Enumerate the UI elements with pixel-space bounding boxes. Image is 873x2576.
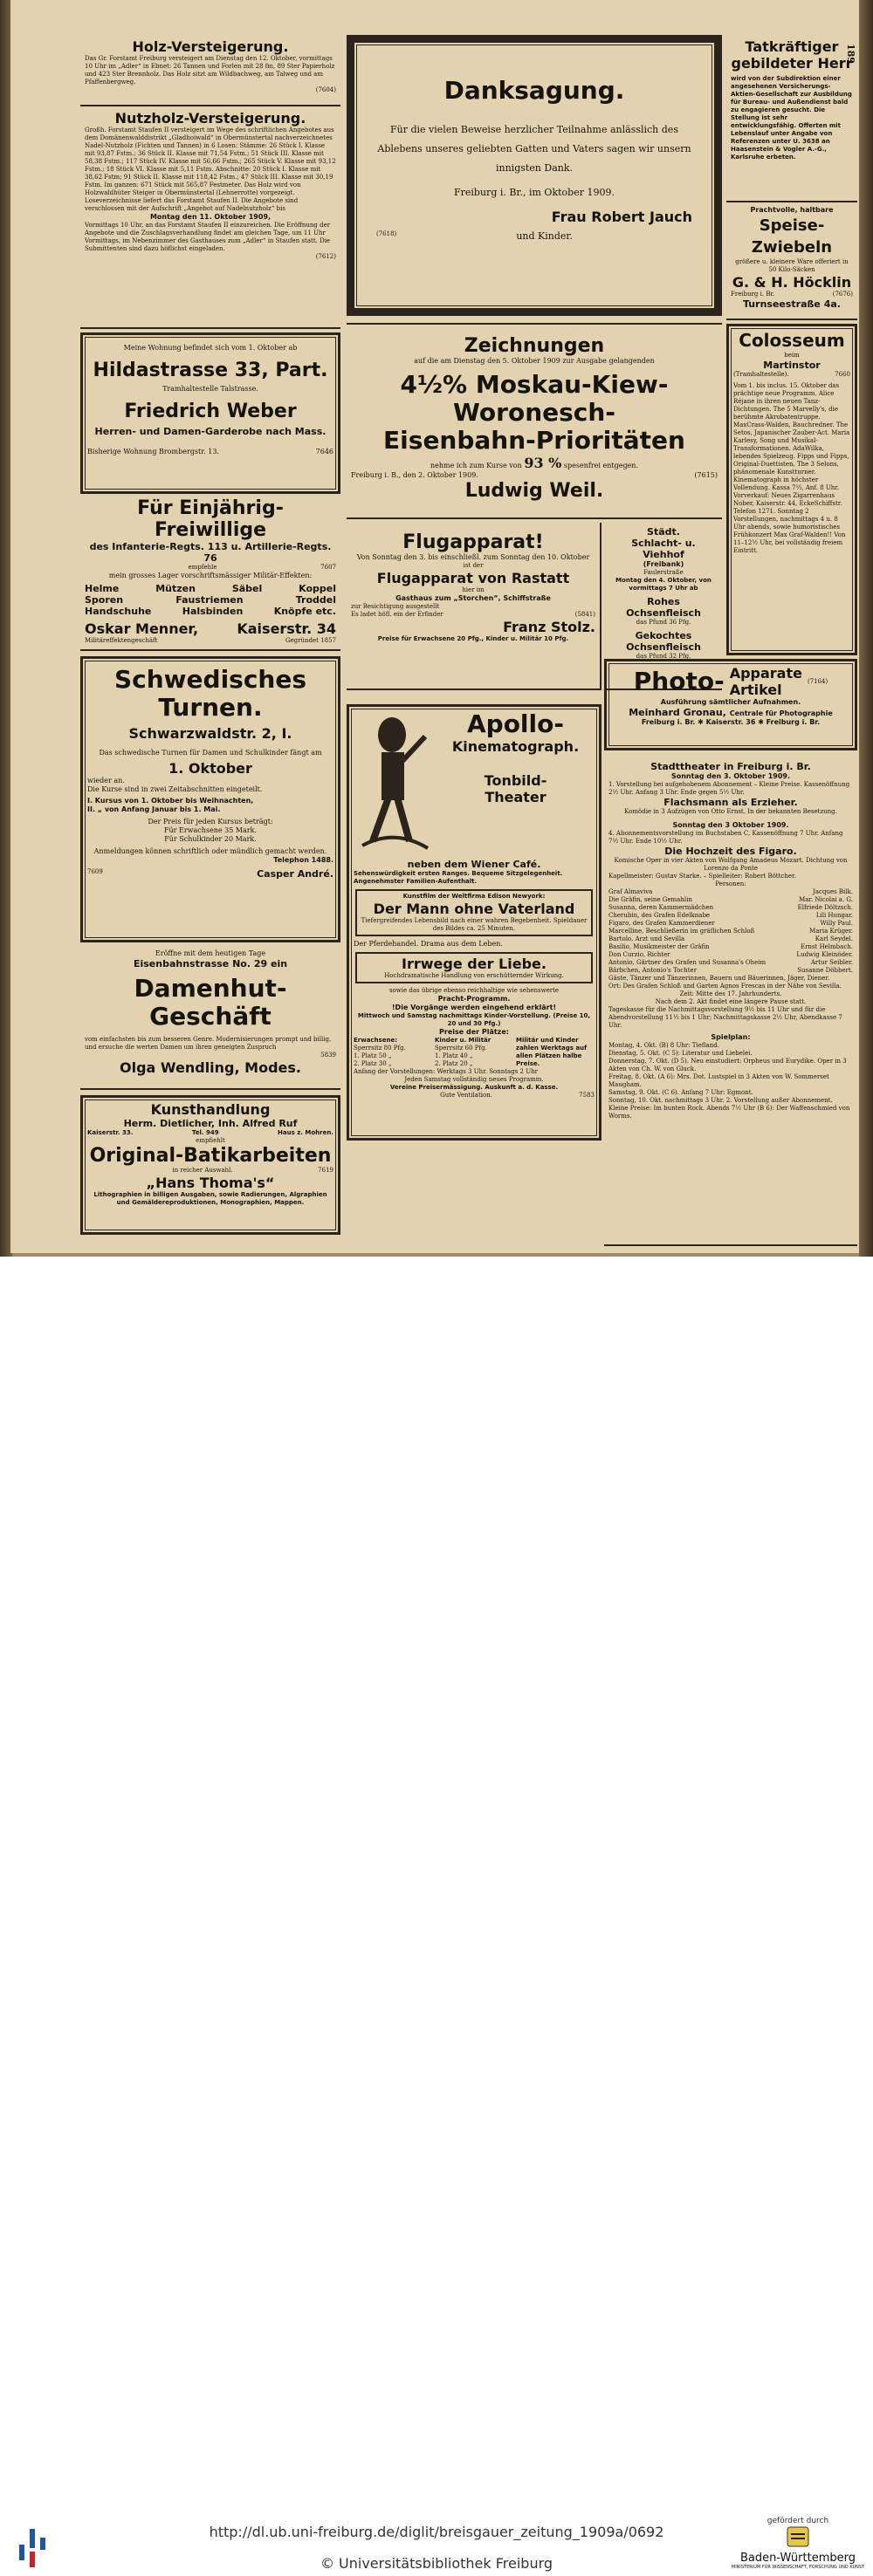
- cast-actor: Ernst Helmbach.: [800, 943, 853, 950]
- ad-bond-name-2: Eisenbahn-Prioritäten: [383, 426, 685, 455]
- ad-number: (7618): [376, 230, 397, 237]
- cast-actor: Maria Krüger.: [809, 928, 853, 935]
- cast-actor: Artur Seibler.: [810, 959, 853, 966]
- ad-title: Stadttheater in Freiburg i. Br.: [650, 761, 811, 772]
- ad-title: Für Einjährig-Freiwillige: [137, 497, 284, 541]
- item-row: Handschuhe Halsbinden Knöpfe etc.: [85, 606, 336, 617]
- cast-actor: Ludwig Kleinöder.: [796, 951, 853, 958]
- ad-number: 7583: [579, 1092, 595, 1099]
- ad-owner: Franz Stolz.: [503, 619, 595, 635]
- ad-stadttheater: Stadttheater in Freiburg i. Br. Sonntag den 3. Oktober 1909. 1. Vorstellung bei aufgehobenem Abonnement – Kleine Preise. Kassenöffnung 2½ Uhr. Anfang 3 Uhr. Ende gegen 5½ Uhr. Flachsmann als Erzieher. Komödie in 3 Aufzügen von Otto Ernst. In der bekannten Besetzung. Sonntag den 3 Oktober 1909. 4. Abonnementsvorstellung im Buchstaben C, Kassenöffnung 7 Uhr. Anfang 7½ Uhr. Ende 10½ Uhr. Die Hochzeit des Figaro. Komische Oper in vier Akten von Wolfgang Amadeus Mozart. Dichtung von Lorenzo da Ponte Kapellmeister: Gustav Starke. – Spielleiter: Robert Böttcher. Personen: Graf Almaviva Jacques Bilk. Die Gräfin, seine Gemahlin Mar. Nicolai a. G. Susanna, deren Kammermädchen Elfriede Döltzsch. Cherubin, des Grafen Edelknabe Lili Hungar. Figaro, des Grafen Kammerdiener Willy Paul. Marcelline, Beschließerin im gräflichen Schloß Maria Krüger. Bartolo, Arzt und Sevilla Karl Seydel. Basilio, Musikmeister der Gräfin Ernst Helmbach. Don Curzio, Richter Ludwig Kleinöder. Antonio, Gärtner des Grafen und Susanna's Oheim Artur Seibler. Bärbchen, Antonio's Tochter Susanne Döbbert. Gäste, Tänzer und Tänzerinnen, Bauern und Bäuerinnen, Jäger, Diener. Ort: Des Grafen Schloß und Garten Agnos Frescas in der Nähe von Sevilla. Zeit: Mitte des 17. Jahrhunderts. Nach dem 2. Akt findet eine längere Pause statt. Tageskasse für die Nachmittagsvorstellung 9½ bis 11 Uhr und für die Abendvorstellung 11½ bis 1 Uhr; Nachmittagskasse 2½ Uhr, Abendkasse 7 Uhr. Spielplan: Montag, 4. Okt. (B) 8 Uhr: Tiefland. Dienstag, 5. Okt. (C 5): Literatur und Liebelei. Donnerstag, 7. Okt. (D 5). Neu einstudiert: Orpheus und Eurydike. Oper in 3 Akten von Ch. W. von Gluck. Freitag, 8. Okt. (A 6): Mrs. Dot. Lustspiel in 3 Akten von W. Sommerset Maugham. Samstag, 9. Okt. (C 6). Anfang 7 Uhr: Egmont. Sonntag, 10. Okt. nachmittags 3 Uhr. 2. Vorstellung außer Abonnement. Kleine Preise: Im bunten Rock. Abends 7½ Uhr (B 6): Der Waffenschmied von Worms.: [604, 757, 857, 1246]
- ad-number: (7604): [315, 86, 336, 93]
- ad-title: Damenhut-Geschäft: [134, 974, 287, 1031]
- viewer-footer: [0, 1257, 873, 2572]
- scan-background: [0, 0, 873, 1257]
- ad-holz-versteigerung: [80, 35, 340, 106]
- spielplan-entry: Dienstag, 5. Okt. (C 5): Literatur und Liebelei.: [608, 1050, 753, 1057]
- book-edge-right: [859, 0, 873, 1257]
- column-right-top: [726, 35, 857, 655]
- ad-title: Kunsthandlung: [150, 1101, 271, 1118]
- clown-figure-illustration: [354, 710, 436, 859]
- ad-schlachthof: Städt. Schlacht- u. Viehhof (Freibank) Faulerstraße Montag den 4. Oktober, von vormittags 7 Uhr ab Rohes Ochsenfleisch das Pfund 36 Pfg. Gekochtes Ochsenfleisch das Pfund 32 Pfg.: [605, 523, 722, 690]
- ad-subtitle: Kinematograph.: [451, 738, 580, 755]
- ad-title: Schwedisches Turnen.: [113, 665, 307, 722]
- ad-title: Photo-: [633, 667, 725, 695]
- item-row: Sporen Faustriemen Troddel: [85, 594, 336, 606]
- ad-body: Vom 1. bis inclus. 15. Oktober das prächtige neue Programm. Alice Réjane in ihren neuen Tanz-Dichtungen. The 5 Marvelly's, die berühmte Akrobatentruppe. MaxCrass-Walden, Bauchredner. The Setos, Japanischer Zauber-Act. Maria Karlesy, Song und Musikal-Transformationen. AdaWilka, lebendes Spielzeug. Fipps und Fipps, Original-Duettisten. The 3 Selons, phänomenale Kunstturner. Kinematograph in höchster Vollendung. Kassa 7½, Anf. 8 Uhr. Vorverkauf: Neues Zigarrenhaus Nober, Kaiserstr. 44, EckeSchiffstr. Telefon 1271. Sonntag 2 Vorstellungen, nachmittags 4 u. 8 Uhr abends, sowie humoristisches Frühkonzert Max Graf-Walden!! Von 11–12½ Uhr, bei vollständig freiem Eintritt.: [733, 382, 850, 554]
- copyright-notice: © Universitätsbibliothek Freiburg: [320, 2555, 553, 2572]
- ad-damenhut-geschaeft: [80, 946, 340, 1090]
- ad-intro: Meine Wohnung befindet sich vom 1. Oktober ab: [123, 344, 298, 352]
- ad-main: Original-Batikarbeiten: [89, 1145, 332, 1167]
- spielplan-entry: Freitag, 8. Okt. (A 6): Mrs. Dot. Lustspiel in 3 Akten von W. Sommerset Maugham.: [608, 1073, 829, 1088]
- spielplan-entry: Donnerstag, 7. Okt. (D 5). Neu einstudiert: Orpheus und Eurydike. Oper in 3 Akten von Ch. W. von Gluck.: [608, 1058, 847, 1072]
- ad-danksagung: Danksagung. Für die vielen Beweise herzlicher Teilnahme anlässlich des Ablebens unseres geliebten Gatten und Vaters sagen wir unsern innigsten Dank. Freiburg i. Br., im Oktober 1909. Frau Robert Jauch (7618) und Kinder.: [347, 35, 722, 316]
- ad-intro: mein grosses Lager vorschriftsmässiger Militär-Effekten:: [108, 572, 313, 579]
- ad-number: 7607: [320, 564, 336, 571]
- ad-prices: Preise für Erwachsene 20 Pfg., Kinder u. Militär 10 Pfg.: [377, 635, 569, 642]
- ad-body: vom einfachsten bis zum besseren Genre. Modernisierungen prompt und billig, und ersuche die werten Damen um ihren geneigten Zuspruch: [85, 1036, 332, 1051]
- spielplan-entry: Sonntag, 10. Okt. nachmittags 3 Uhr. 2. Vorstellung außer Abonnement. Kleine Preise: Im bunten Rock. Abends 7½ Uhr (B 6): Der Waffenschmied von Worms.: [608, 1097, 850, 1120]
- cast-row: [608, 967, 853, 975]
- ad-address: Eisenbahnstrasse No. 29 ein: [133, 958, 288, 969]
- ad-kunsthandlung-ruf: Kunsthandlung Herm. Dietlicher, Inh. Alfred Ruf Kaiserstr. 33. Tel. 949 Haus z. Mohren. empfiehlt Original-Batikarbeiten in reicher Auswahl. 7619 „Hans Thoma's“ Lithographien in billigen Ausgaben, sowie Radierungen, Algraphien und Gemäldereproduktionen, Monographien, Mappen.: [80, 1095, 340, 1235]
- cast-role: Basilio, Musikmeister der Gräfin: [608, 943, 710, 950]
- ad-title-2: gebildeter Herr: [731, 55, 853, 72]
- ad-prev-address: Bisherige Wohnung Brombergstr. 13.: [87, 448, 219, 456]
- cast-role: Marcelline, Beschließerin im gräflichen Schloß: [608, 928, 755, 935]
- newspaper-page: [10, 0, 862, 1253]
- ad-number: 7646: [315, 448, 333, 456]
- cast-row: [608, 951, 853, 959]
- cast-role: Susanna, deren Kammermädchen: [608, 904, 714, 911]
- cast-actor: Susanne Döbbert.: [797, 967, 853, 974]
- ad-name: Herm. Dietlicher, Inh. Alfred Ruf: [123, 1118, 298, 1129]
- ad-title: Colosseum: [739, 330, 845, 351]
- ad-number: 7609: [87, 868, 103, 875]
- ad-name: Flugapparat von Rastatt: [376, 570, 570, 586]
- cast-row: [608, 943, 853, 951]
- ad-body-2: Vormittags 10 Uhr, an das Forstamt Staufen II einzureichen. Die Eröffnung der Angebote und die Zuschlagsverhandlung findet am gleichen Tage, um 11 Uhr Vormittags, im Nebenzimmer des Gasthauses zum „Adler“ in Staufen statt. Die Submittenten sind dazu höflichst eingeladen.: [85, 222, 331, 252]
- item-row: Helme Mützen Säbel Koppel: [85, 583, 336, 594]
- ad-friedrich-weber: [80, 332, 340, 494]
- cast-role: Antonio, Gärtner des Grafen und Susanna's Oheim: [608, 959, 766, 966]
- price-table: Erwachsene: Sperrsitz 80 Pfg. 1. Platz 50 „ 2. Platz 30 „ Kinder u. Militär Sperrsitz 60 Pfg. 1. Platz 40 „ 2. Platz 20 „ Militär und Kinder zahlen Werktags auf allen Plätzen halbe Preise.: [354, 1037, 588, 1067]
- cast-actor: Mar. Nicolai a. G.: [799, 896, 853, 903]
- cast-role: Bartolo, Arzt und Sevilla: [608, 935, 685, 942]
- ad-address: Schwarzwaldstr. 2, I.: [128, 725, 292, 742]
- ad-nutzholz-versteigerung: [80, 106, 340, 329]
- cast-list: [608, 888, 853, 975]
- ad-address: Kaiserstr. 34: [237, 620, 336, 637]
- ad-firm: Ludwig Weil.: [464, 480, 604, 502]
- cast-role: Graf Almaviva: [608, 888, 653, 895]
- cast-row: [608, 904, 853, 912]
- cast-actor: Karl Seydel.: [815, 935, 853, 942]
- ad-name: Olga Wendling, Modes.: [120, 1059, 301, 1076]
- ad-tram: Tramhaltestelle Talstrasse.: [162, 385, 258, 393]
- cast-row: [608, 888, 853, 896]
- ad-body: Großh. Forstamt Staufen II versteigert im Wege des schriftlichen Angebotes aus dem Domänenwalddistrikt „Gladhoiwald“ in Obermünstertal nachverzeichnetes Nadel-Nutzholz (Fichten und Tannen) in 6 Losen: Stämme: 26 Stück I. Klasse mit 93,87 Fstm.; 36 Stück II. Klasse mit 71,54 Fstm.; 51 Stück III. Klasse mit 58,38 Fstm.; 117 Stück IV. Klasse mit 56,66 Fstm.; 265 Stück V. Klasse mit 93,12 Fstm.; 18 Stück VI. Klasse mit 5,11 Fstm. Abschnitte: 20 Stück I. Klasse mit 38,62 Fstm; 91 Stück II. Klasse mit 118,42 Fstm.; 47 Stück III. Klasse mit 30,19 Fstm. Im ganzen: 671 Stück mit 565,87 Festmeter. Das Holz wird von Holzwaldhüter Steiger in Obermünstertal (Lehnerrotte) vorgezeigt. Loseverzeichnisse liefert das Forstamt Staufen II. Die Angebote sind verschlossen mit der Aufschrift „Angebot auf Nadelnutzholz“ bis: [85, 127, 336, 212]
- film-box: Irrwege der Liebe. Hochdramatische Handlung von erschütternder Wirkung.: [355, 952, 593, 983]
- film-box: Kunstfilm der Weltfirma Edison Newyork: Der Mann ohne Vaterland Tiefergreifendes Lebensbild nach einer wahren Begebenheit. Spieldauer des Bildes ca. 25 Minuten.: [355, 889, 593, 936]
- ad-apollo-kinematograph: Apollo- Kinematograph. Tonbild- Theater neben dem Wiener Café. Sehenswürdigkeit ersten Ranges. Bequeme Sitzgelegenheit. Angenehmster Familien-Aufenthalt. Kunstfilm der Weltfirma Edison Newyork: Der Mann ohne Vaterland Tiefergreifendes Lebensbild nach einer wahren Begebenheit. Spieldauer des Bildes ca. 25 Minuten. Der Pferdehandel. Drama aus dem Leben. Irrwege der Liebe. Hochdramatische Handlung von erschütternder Wirkung. sowie das übrige ebenso reichhaltige wie sehenswerte Pracht-Programm. !Die Vorgänge werden eingehend erklärt! Mittwoch und Samstag nachmittags Kinder-Vorstellung. (Preise 10, 20 und 30 Pfg.) Preise der Plätze: Erwachsene: Sperrsitz 80 Pfg. 1. Platz 50 „ 2. Platz 30 „ Kinder u. Militär Sperrsitz 60 Pfg. 1. Platz 40 „ 2. Platz 20 „ Militär und Kinder zahlen Werktags auf allen Plätzen halbe Preise. Anfang der Vorstellungen: Werktags 3 Uhr. Sonntags 2 Uhr Jeden Samstag vollständig neues Programm. Vereine Preisermässigung. Auskunft a. d. Kasse. Gute Ventilation. 7583: [347, 704, 601, 1141]
- cast-row: [608, 928, 853, 935]
- ad-schwedisches-turnen: Schwedisches Turnen. Schwarzwaldstr. 2, I. Das schwedische Turnen für Damen und Schulkinder fängt am 1. Oktober wieder an. Die Kurse sind in zwei Zeitabschnitten eingeteilt. I. Kursus von 1. Oktober bis Weihnachten, II. „ von Anfang Januar bis 1. Mai. Der Preis für jeden Kursus beträgt: Für Erwachsene 35 Mark. Für Schulkinder 20 Mark. Anmeldungen können schriftlich oder mündlich gemacht werden. Telephon 1488. 7609 Casper André.: [80, 656, 340, 942]
- ad-number: (5841): [574, 611, 595, 618]
- ad-title: Danksagung.: [443, 76, 625, 105]
- ad-name: Casper André.: [257, 868, 333, 880]
- cast-role: Figaro, des Grafen Kammerdiener: [608, 920, 715, 927]
- cast-actor: Jacques Bilk.: [813, 888, 853, 895]
- ad-title: Holz-Versteigerung.: [132, 38, 289, 55]
- ad-tatkraeftiger-herr: [726, 35, 857, 202]
- ad-place-date: Freiburg i. Br., im Oktober 1909.: [454, 187, 615, 198]
- ad-zeichnungen: Zeichnungen auf die am Dienstag den 5. Oktober 1909 zur Ausgabe gelangenden 4½% Moskau-Kiew-Woronesch- Eisenbahn-Prioritäten nehme ich zum Kurse von 93 % spesenfrei entgegen. Freiburg i. B., den 2. Oktober 1909. (7615) Ludwig Weil.: [347, 323, 722, 519]
- cast-actor: Elfriede Döltzsch.: [797, 904, 853, 911]
- ad-phone: Telephon 1488.: [273, 856, 333, 864]
- cast-role: Don Curzio, Richter: [608, 951, 670, 958]
- ad-date: 1. Oktober: [168, 760, 252, 777]
- spielplan-list: [608, 1042, 853, 1120]
- ad-title: Speise-Zwiebeln: [751, 216, 833, 257]
- ad-number: (7164): [807, 677, 828, 685]
- ad-flugapparat: Flugapparat! Von Sonntag den 3. bis einschließl. zum Sonntag den 10. Oktober ist der Flugapparat von Rastatt hier im Gasthaus zum „Storchen“, Schiffstraße zur Besichtigung ausgestellt Es ladet höfl. ein der Erfinder (5841) Franz Stolz. Preise für Erwachsene 20 Pfg., Kinder u. Militär 10 Pfg.: [347, 523, 601, 690]
- cast-actor: Willy Paul.: [820, 920, 853, 927]
- cast-row: [608, 935, 853, 943]
- ad-body: wird von der Subdirektion einer angesehenen Versicherungs-Aktien-Gesellschaft zur Ausbildung für Bureau- und Außendienst bald zu engagieren gesucht. Die Stellung ist sehr entwicklungsfähig. Offerten mit Lebenslauf unter Angabe von Referenzen unter U. 3638 an Haasenstein & Vogler A.-G., Karlsruhe erbeten.: [731, 75, 852, 161]
- ad-body: Für die vielen Beweise herzlicher Teilnahme anlässlich des Ablebens unseres geliebten Gatten und Vaters sagen wir unsern innigsten Dank.: [377, 124, 691, 174]
- cast-actor: Lili Hungar.: [815, 912, 853, 919]
- ad-place: Gasthaus zum „Storchen“, Schiffstraße: [395, 594, 551, 602]
- ad-rate: 4½%: [400, 370, 468, 399]
- page-number: 189: [845, 44, 856, 64]
- ad-number: (7615): [694, 471, 718, 479]
- ad-founded: Gegründet 1857: [285, 637, 336, 644]
- coat-of-arms-icon: [782, 2525, 814, 2548]
- ad-body: Das Gr. Forstamt Freiburg versteigert am Dienstag den 12. Oktober, vormittags 10 Uhr im „Adler“ in Ebnet: 26 Tannen und Forlen mit 28 fm, 89 Ster Papierholz und 423 Ster Brennholz. Das Holz sitzt am Wildbachweg, am Talweg und am Pfaffenbergweg.: [85, 55, 335, 86]
- ad-title: Flugapparat!: [402, 531, 544, 553]
- cast-role: Bärbchen, Antonio's Tochter: [608, 967, 698, 974]
- ad-name: Frau Robert Jauch: [551, 209, 692, 225]
- ad-number: (7612): [315, 253, 336, 260]
- ad-intro: Eröffne mit dem heutigen Tage: [155, 949, 266, 957]
- cast-role: Die Gräfin, seine Gemahlin: [608, 896, 692, 903]
- funder-logo-baden-wuerttemberg: gefördert durch Baden-Württemberg MINISTERIUM FÜR WISSENSCHAFT, FORSCHUNG UND KUNST: [731, 2517, 865, 2570]
- ad-intro: auf die am Dienstag den 5. Oktober 1909 zur Ausgabe gelangenden: [414, 357, 655, 365]
- column-right-bottom: [604, 659, 857, 1246]
- ad-name: Meinhard Gronau,: [629, 707, 726, 718]
- ad-title: Nutzholz-Versteigerung.: [114, 110, 306, 127]
- ad-trade: Herren- und Damen-Garderobe nach Mass.: [94, 426, 327, 437]
- cast-role: Cherubin, des Grafen Edelknabe: [608, 912, 711, 919]
- ad-photo-gronau: Photo- Apparate Artikel (7164) Ausführung sämtlicher Aufnahmen. Meinhard Gronau, Centrale für Photographie Freiburg i. Br. ✱ Kaiserstr. 36 ✱ Freiburg i. Br.: [604, 659, 857, 750]
- spielplan-entry: Montag, 4. Okt. (B) 8 Uhr: Tiefland.: [608, 1042, 719, 1049]
- ad-title: Zeichnungen: [464, 335, 605, 357]
- ad-title: Apollo-: [466, 709, 564, 738]
- column-left: [80, 35, 340, 1235]
- cast-row: [608, 959, 853, 967]
- ad-date: Montag den 11. Oktober 1909,: [149, 213, 272, 221]
- ad-number: 7619: [318, 1167, 333, 1174]
- ad-number: (7676): [832, 291, 853, 298]
- ad-trade: Militäreffektengeschäft: [85, 637, 158, 644]
- ad-colosseum: Colosseum beim Martinstor (Tramhaltestelle). 7660 Vom 1. bis inclus. 15. Oktober das prächtige neue Programm. Alice Réjane in ihren neuen Tanz-Dichtungen. The 5 Marvelly's, die berühmte Akrobatentruppe. MaxCrass-Walden, Bauchredner. The Setos, Japanischer Zauber-Act. Maria Karlesy, Song und Musikal-Transformationen. AdaWilka, lebendes Spielzeug. Fipps und Fipps, Original-Duettisten. The 3 Selons, phänomenale Kunstturner. Kinematograph in höchster Vollendung. Kassa 7½, Anf. 8 Uhr. Vorverkauf: Neues Zigarrenhaus Nober, Kaiserstr. 44, EckeSchiffstr. Telefon 1271. Sonntag 2 Vorstellungen, nachmittags 4 u. 8 Uhr abends, sowie humoristisches Frühkonzert Max Graf-Walden!! Von 11–12½ Uhr, bei vollständig freiem Eintritt.: [726, 324, 857, 655]
- cast-row: [608, 896, 853, 904]
- ad-intro: Das schwedische Turnen für Damen und Schulkinder fängt am: [99, 749, 322, 757]
- ad-title: Tatkräftiger: [745, 38, 839, 55]
- cast-row: [608, 920, 853, 928]
- ad-speise-zwiebeln: Prachtvolle, haltbare Speise-Zwiebeln größere u. kleinere Ware offeriert in 50 Kilo-Säcken G. & H. Höcklin Freiburg i. Br. (7676) Turnseestraße 4a.: [726, 202, 857, 320]
- ad-street: Hildastrasse 33, Part.: [93, 360, 328, 381]
- ad-bond-name: Moskau-Kiew-Woronesch-: [453, 370, 669, 427]
- ad-recommend: empfehle: [188, 564, 217, 571]
- ad-name: G. & H. Höcklin: [732, 274, 852, 291]
- ad-number: 5839: [320, 1052, 336, 1058]
- ad-militaer-effekten: [80, 494, 340, 651]
- ad-subtitle: des Infanterie-Regts. 113 u. Artillerie-Regts. 76: [89, 541, 332, 564]
- ad-name: Friedrich Weber: [124, 401, 297, 422]
- document-url[interactable]: http://dl.ub.uni-freiburg.de/diglit/breisgauer_zeitung_1909a/0692: [209, 2524, 664, 2540]
- spielplan-entry: Samstag, 9. Okt. (C 6). Anfang 7 Uhr: Egmont.: [608, 1089, 753, 1096]
- ad-number: 7660: [835, 371, 850, 378]
- ad-name: Oskar Menner,: [85, 620, 199, 637]
- cast-row: [608, 912, 853, 920]
